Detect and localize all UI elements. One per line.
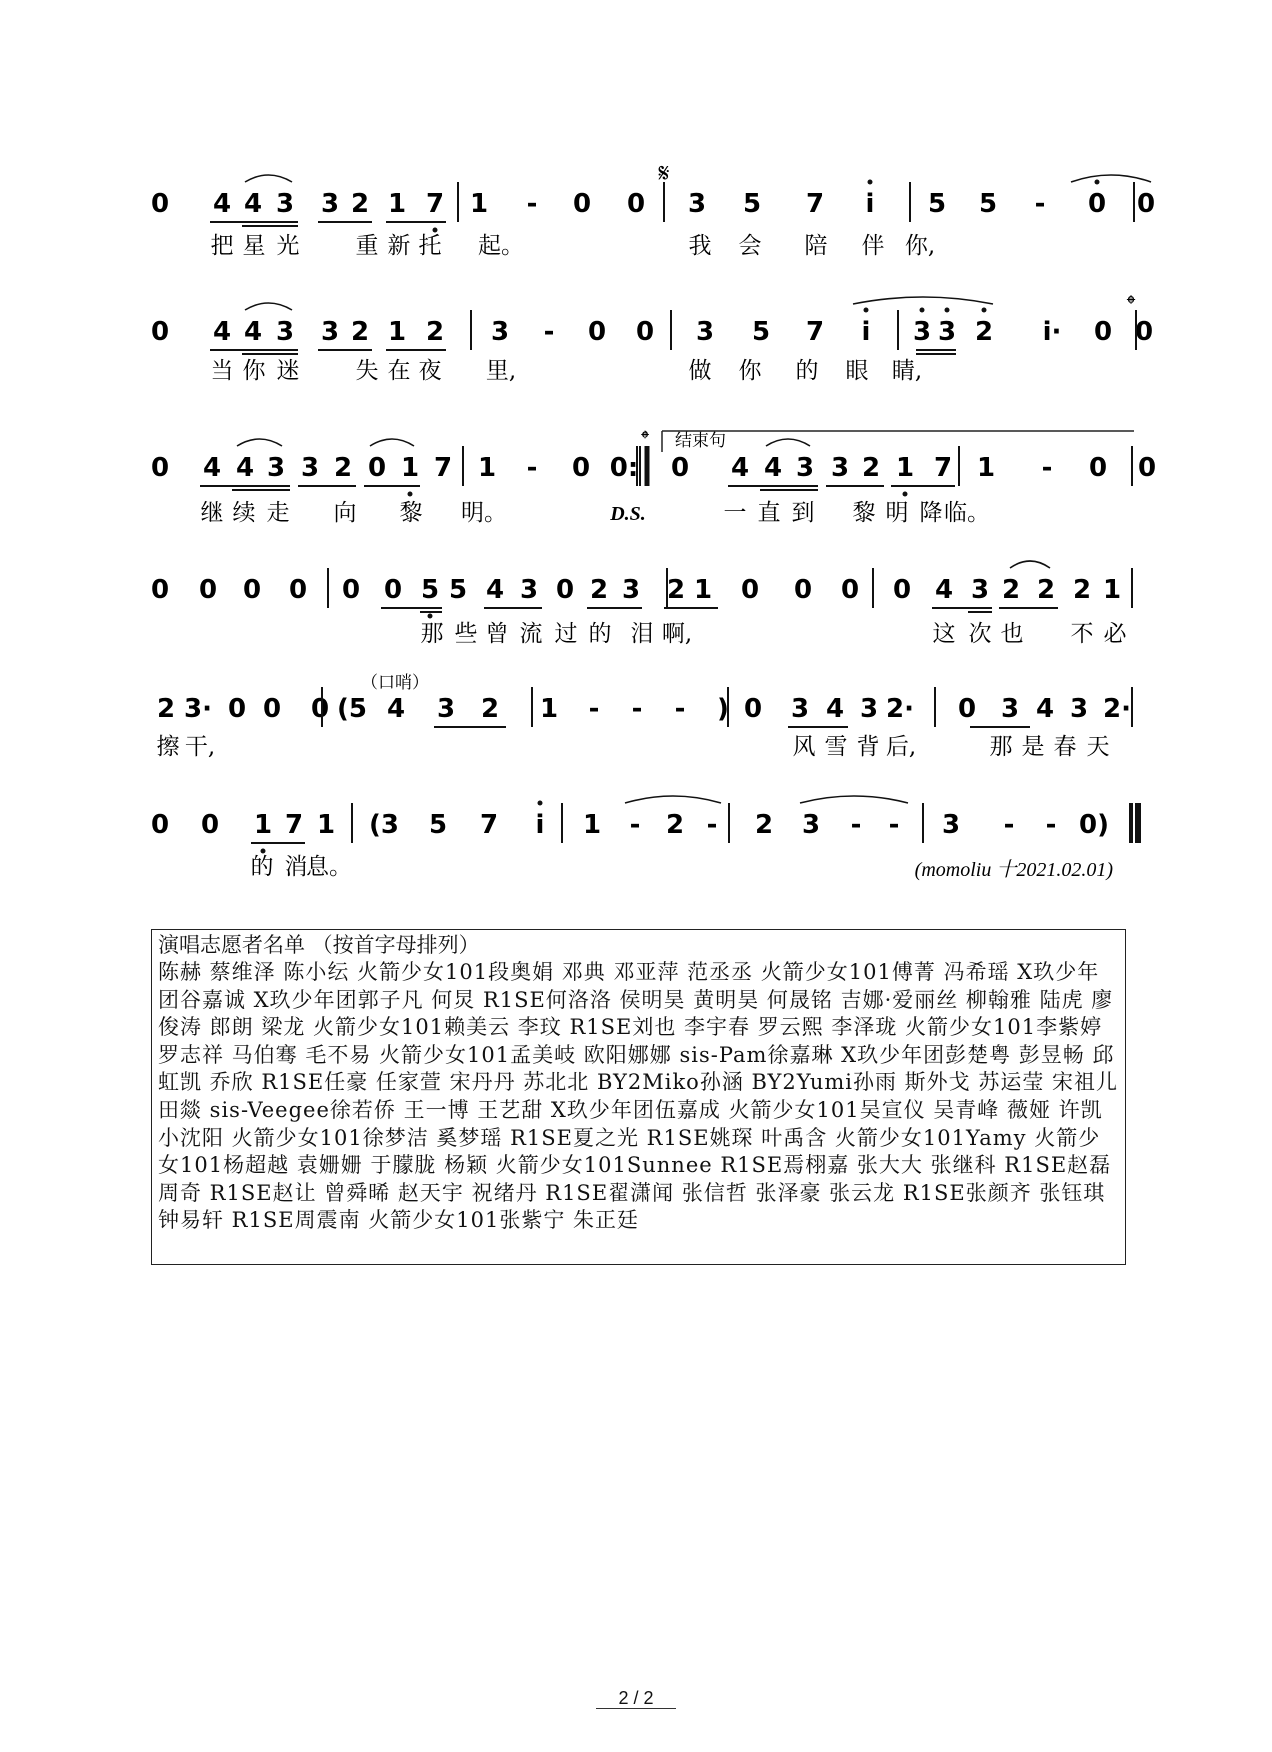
note: 0 <box>957 694 977 724</box>
tie-slur <box>800 796 908 803</box>
note: - <box>526 453 538 483</box>
credits-box <box>151 929 1126 1265</box>
note: 7 <box>805 189 825 219</box>
lyric: 起。 <box>478 233 524 259</box>
note: 3 <box>790 694 810 724</box>
lyric: 明。 <box>461 500 507 526</box>
lyric: 我 <box>688 233 712 259</box>
lyric: 次 <box>968 621 992 647</box>
lyric: 在 <box>387 358 411 384</box>
lyric: 里, <box>485 358 517 384</box>
lyric: 你 <box>242 358 266 384</box>
octave-dot <box>261 849 266 854</box>
note: 4 <box>212 189 232 219</box>
note: 2 <box>754 810 774 840</box>
lyric: 那 <box>989 734 1013 760</box>
note: 0 <box>635 317 655 347</box>
note: 1 <box>400 453 420 483</box>
tie-slur <box>245 175 292 182</box>
note: 1 <box>387 317 407 347</box>
note: 0 <box>840 575 860 605</box>
lyric: 流 <box>519 621 543 647</box>
lyric: 不 <box>1070 621 1094 647</box>
note: (3 <box>369 810 399 840</box>
octave-dot <box>538 801 543 806</box>
note: - <box>631 694 643 724</box>
note: 0 <box>1087 189 1107 219</box>
note: 3 <box>859 694 879 724</box>
note: 0 <box>626 189 646 219</box>
lyric: 临。 <box>944 500 990 526</box>
note: 3 <box>621 575 641 605</box>
ds-label: D.S. <box>610 503 646 525</box>
note: 0 <box>150 810 170 840</box>
note: - <box>850 810 862 840</box>
note: i <box>865 189 875 219</box>
note: 3 <box>801 810 821 840</box>
note: 5 <box>751 317 771 347</box>
note: 0 <box>555 575 575 605</box>
note: 3 <box>266 453 286 483</box>
note: 5 <box>742 189 762 219</box>
note: 1 <box>1102 575 1122 605</box>
octave-dot <box>408 492 413 497</box>
lyric: 泪 <box>630 621 654 647</box>
octave-dot <box>433 228 438 233</box>
lyric: 重 <box>355 233 379 259</box>
note: 2 <box>974 317 994 347</box>
note: 0 <box>793 575 813 605</box>
note: 3 <box>970 575 990 605</box>
lyric: 的 <box>250 854 274 880</box>
note: 4 <box>730 453 750 483</box>
lyric: 睛, <box>891 358 923 384</box>
octave-dot <box>945 308 950 313</box>
note: 2 <box>589 575 609 605</box>
tie-slur <box>245 303 292 310</box>
note: 3 <box>275 317 295 347</box>
note: 1 <box>316 810 336 840</box>
note: 2 <box>156 694 176 724</box>
note: 2 <box>425 317 445 347</box>
lyric: 背 <box>856 734 880 760</box>
note: 0 <box>892 575 912 605</box>
note: 7 <box>425 189 445 219</box>
note: 0 <box>150 575 170 605</box>
lyric: 黎 <box>852 500 876 526</box>
lyric: 继 <box>200 500 224 526</box>
segno-sign: 𝄋 <box>658 159 670 189</box>
note: 2 <box>480 694 500 724</box>
note: 2 <box>350 189 370 219</box>
tie-slur <box>766 439 810 446</box>
lyric: 擦 <box>156 734 180 760</box>
note: 7 <box>433 453 453 483</box>
lyric: 必 <box>1103 621 1127 647</box>
note: 4 <box>243 189 263 219</box>
note: 1 <box>693 575 713 605</box>
note: - <box>1003 810 1015 840</box>
note: 5 <box>428 810 448 840</box>
note: 2 <box>861 453 881 483</box>
octave-dot <box>982 308 987 313</box>
note: 2 <box>665 810 685 840</box>
lyric: 过 <box>554 621 578 647</box>
note: 7 <box>805 317 825 347</box>
note: 7 <box>284 810 304 840</box>
note: i <box>535 810 545 840</box>
note: - <box>1034 189 1046 219</box>
lyric: 你, <box>904 233 936 259</box>
note: 0 <box>341 575 361 605</box>
note: 0: <box>609 453 639 483</box>
lyric: 走 <box>266 500 290 526</box>
signature: (momoliu 十2021.02.01) <box>914 859 1113 881</box>
lyric: 雪 <box>824 734 848 760</box>
lyric: 天 <box>1086 734 1110 760</box>
note: 0 <box>383 575 403 605</box>
note: 0 <box>743 694 763 724</box>
note: 3 <box>912 317 932 347</box>
tie-slur <box>1071 175 1151 182</box>
note: 4 <box>934 575 954 605</box>
whistle-label: （口哨） <box>361 673 429 693</box>
note: 1 <box>469 189 489 219</box>
lyric: 风 <box>792 734 816 760</box>
note: 0 <box>150 189 170 219</box>
note: 3 <box>1000 694 1020 724</box>
note: 0) <box>1079 810 1109 840</box>
lyric: 光 <box>276 233 300 259</box>
lyric: 失 <box>355 358 379 384</box>
lyric: 后, <box>885 734 917 760</box>
credits-title: 演唱志愿者名单 （按首字母排列） <box>158 933 480 957</box>
note: 0 <box>1134 317 1154 347</box>
note: 1 <box>895 453 915 483</box>
note: 3 <box>695 317 715 347</box>
note: - <box>1041 453 1053 483</box>
note: 7 <box>479 810 499 840</box>
note: 0 <box>150 453 170 483</box>
lyric: 的 <box>588 621 612 647</box>
note: ) <box>717 694 729 724</box>
lyric: 干, <box>184 734 216 760</box>
note: 0 <box>262 694 282 724</box>
lyric: 会 <box>738 233 762 259</box>
note: 3· <box>184 694 212 724</box>
note: 2 <box>1001 575 1021 605</box>
note: 4 <box>212 317 232 347</box>
note: 3 <box>320 317 340 347</box>
note: 3 <box>519 575 539 605</box>
lyric: 做 <box>688 358 712 384</box>
lyric: 也 <box>1000 621 1024 647</box>
note: 0 <box>1137 453 1157 483</box>
note: 2 <box>1036 575 1056 605</box>
note: 0 <box>587 317 607 347</box>
note: 5 <box>927 189 947 219</box>
lyric: 黎 <box>399 500 423 526</box>
note: 0 <box>288 575 308 605</box>
note: 1 <box>387 189 407 219</box>
note: 0 <box>310 694 330 724</box>
lyric: 春 <box>1053 734 1077 760</box>
ending-label: 结束句 <box>675 431 726 451</box>
octave-dot <box>864 308 869 313</box>
note: 5 <box>448 575 468 605</box>
note: 4 <box>243 317 263 347</box>
note: - <box>888 810 900 840</box>
lyric: 迷 <box>276 358 300 384</box>
lyric: 陪 <box>804 233 828 259</box>
octave-dot <box>428 614 433 619</box>
note: 5 <box>978 189 998 219</box>
note: 4 <box>763 453 783 483</box>
tie-slur <box>237 439 282 446</box>
note: 3 <box>795 453 815 483</box>
octave-dot <box>903 492 908 497</box>
lyric: 消 <box>284 854 308 880</box>
note: 1 <box>253 810 273 840</box>
note: 1 <box>582 810 602 840</box>
lyric: 你 <box>738 358 762 384</box>
note: - <box>526 189 538 219</box>
note: 0 <box>227 694 247 724</box>
note: 1 <box>539 694 559 724</box>
note: 3 <box>830 453 850 483</box>
note: 4 <box>1035 694 1055 724</box>
note: 2 <box>333 453 353 483</box>
note: - <box>588 694 600 724</box>
lyric: 息。 <box>306 854 352 880</box>
note: 0 <box>1088 453 1108 483</box>
lyric: 是 <box>1021 734 1045 760</box>
note: 3 <box>436 694 456 724</box>
lyric: 明 <box>885 500 909 526</box>
note: 5 <box>420 575 440 605</box>
note: 0 <box>572 189 592 219</box>
coda-sign-ending: 𝄌 <box>641 427 649 452</box>
note: 3 <box>941 810 961 840</box>
octave-dot <box>1095 180 1100 185</box>
tie-slur <box>370 439 414 446</box>
tie-slur <box>853 297 993 304</box>
lyric: 降 <box>919 500 943 526</box>
note: 0 <box>367 453 387 483</box>
octave-dot <box>868 180 873 185</box>
lyric: 一 <box>723 500 747 526</box>
note: (5 <box>337 694 367 724</box>
note: i <box>861 317 871 347</box>
lyric: 那 <box>420 621 444 647</box>
lyric: 把 <box>210 233 234 259</box>
lyric: 些 <box>454 621 478 647</box>
note: 0 <box>1093 317 1113 347</box>
note: 4 <box>386 694 406 724</box>
note: 0 <box>198 575 218 605</box>
note: 0 <box>242 575 262 605</box>
lyric: 托 <box>418 233 442 259</box>
lyric: 当 <box>210 358 234 384</box>
note: 7 <box>933 453 953 483</box>
note: - <box>543 317 555 347</box>
note: 0 <box>740 575 760 605</box>
note: 0 <box>200 810 220 840</box>
lyric: 伴 <box>861 233 885 259</box>
note: 3 <box>937 317 957 347</box>
credits-names: 陈赫 蔡维泽 陈小纭 火箭少女101段奥娟 邓典 邓亚萍 范丞丞 火箭少女101傅菁 冯希瑶 X玖少年团谷嘉诚 X玖少年团郭子凡 何炅 R1SE何洛洛 侯明昊 黄明昊 何晟铭 吉娜·爱丽丝 柳翰雅 陆虎 廖俊涛 郎朗 梁龙 火箭少女101赖美云 李玟 R1SE刘也 李宇春 罗云熙 李泽珑 火箭少女101李紫婷 罗志祥 马伯骞 毛不易 火箭少女101孟美岐 欧阳娜娜 sis-Pam徐嘉琳 X玖少年团彭楚粤 彭昱畅 邱虹凯 乔欣 R1SE任豪 任家萱 宋丹丹 苏北北 BY2Miko孙涵 BY2Yumi孙雨 斯外戈 苏运莹 宋祖儿 田燚 sis-Veegee徐若侨 王一博 王艺甜 X玖少年团伍嘉成 火箭少女101吴宣仪 吴青峰 薇娅 许凯 小沈阳 火箭少女101徐梦洁 奚梦瑶 R1SE夏之光 R1SE姚琛 叶禹含 火箭少女101Yamy 火箭少女101杨超越 袁姗姗 于朦胧 杨颖 火箭少女101Sunnee R1SE焉栩嘉 张大大 张继科 R1SE赵磊 周奇 R1SE赵让 曾舜晞 赵天宇 祝绪丹 R1SE翟潇闻 张信哲 张泽豪 张云龙 R1SE张颜齐 张钰琪 钟易轩 R1SE周震南 火箭少女101张紫宁 朱正廷 <box>158 960 1118 1233</box>
lyric: 续 <box>232 500 256 526</box>
note: 0 <box>670 453 690 483</box>
note: - <box>706 810 718 840</box>
note: 4 <box>202 453 222 483</box>
note: 3 <box>300 453 320 483</box>
note: 2 <box>350 317 370 347</box>
note: i· <box>1042 317 1062 347</box>
note: 2· <box>1103 694 1131 724</box>
note: 1 <box>477 453 497 483</box>
note: 3 <box>320 189 340 219</box>
note: 4 <box>235 453 255 483</box>
lyric: 的 <box>795 358 819 384</box>
lyric: 直 <box>757 500 781 526</box>
note: 3 <box>687 189 707 219</box>
note: 2 <box>1072 575 1092 605</box>
note: - <box>629 810 641 840</box>
lyric: 啊, <box>661 621 693 647</box>
octave-dot <box>920 308 925 313</box>
note: 0 <box>571 453 591 483</box>
note: 1 <box>976 453 996 483</box>
note: 4 <box>485 575 505 605</box>
tie-slur <box>625 796 721 803</box>
note: 2· <box>886 694 914 724</box>
note: 0 <box>150 317 170 347</box>
lyric: 这 <box>932 621 956 647</box>
note: 3 <box>275 189 295 219</box>
lyric: 到 <box>791 500 815 526</box>
lyric: 曾 <box>485 621 509 647</box>
lyric: 向 <box>333 500 357 526</box>
lyric: 新 <box>387 233 411 259</box>
lyric: 夜 <box>418 358 442 384</box>
lyric: 眼 <box>845 358 869 384</box>
page-number-text: 2 / 2 <box>596 1688 675 1709</box>
note: 0 <box>1136 189 1156 219</box>
note: 3 <box>490 317 510 347</box>
note: - <box>1045 810 1057 840</box>
note: 2 <box>666 575 686 605</box>
note: - <box>674 694 686 724</box>
page-number <box>0 1688 1272 1709</box>
note: 3 <box>1069 694 1089 724</box>
coda-sign: 𝄌 <box>1126 290 1136 318</box>
note: 4 <box>825 694 845 724</box>
lyric: 星 <box>242 233 266 259</box>
tie-slur <box>1010 561 1050 568</box>
